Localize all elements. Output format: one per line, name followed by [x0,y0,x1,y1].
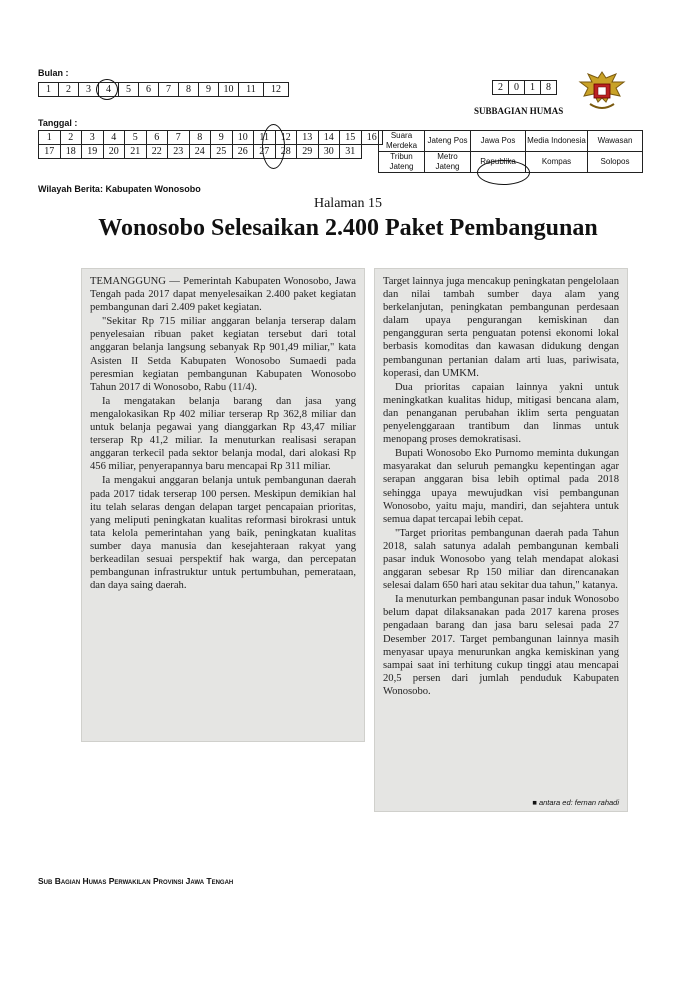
date-cell: 10 [232,131,254,145]
month-cell: 10 [219,83,239,97]
media-cell: Metro Jateng [425,152,471,173]
month-cell: 2 [59,83,79,97]
date-cell: 26 [232,145,254,159]
article-paragraph: Target lainnya juga mencakup peningkatan pengelolaan dan nilai tambah sumber daya alam yang berkelanjutan, peningkatan pembangunan perdesaan dalam upaya pengurangan kemiskinan dan pengangguran serta penguatan potensi ekonomi lokal berbasis komoditas dan kawasan didukung dengan pembangunan pertanian dalam arti luas, pariwisata, koperasi, dan UMKM. [383,276,619,379]
page-number: Halaman 15 [313,196,383,211]
month-cell: 6 [139,83,159,97]
clipping-left [81,268,365,742]
date-cell: 24 [189,145,211,159]
media-cell: Wawasan [588,131,643,152]
media-cell: Media Indonesia [526,131,588,152]
date-cell: 12 [275,131,297,145]
date-cell: 28 [275,145,297,159]
article-paragraph: Ia menuturkan pembangunan pasar induk Wonosobo belum dapat dilaksanakan pada 2017 karena proses pengadaan barang dan jasa baru selesai pada 27 Desember 2017. Target pembangunan lainnya masih menyasar upaya menurunkan angka kemiskinan yang sampai saat ini terhitung cukup tinggi atau mencapai 20,5 persen dari jumlah penduduk Kabupaten Wonosobo. [383,594,619,697]
date-cell: 8 [189,131,211,145]
year-digit: 1 [525,81,541,95]
year-digit: 0 [509,81,525,95]
date-cell: 14 [318,131,340,145]
bulan-label: Bulan : [38,68,69,78]
date-cell: 21 [125,145,147,159]
article-paragraph: Ia mengatakan belanja barang dan jasa yang mengalokasikan Rp 402 miliar terserap Rp 362,8 miliar dan untuk belanja pegawai yang dianggarkan Rp 43,47 miliar terserap Rp 41,2 miliar. Ia menuturkan realisasi serapan anggaran terkecil pada sektor belanja modal, dari alokasi Rp 456 miliar, penyerapannya baru mencapai Rp 311 miliar. [90,395,356,473]
wilayah-berita: Wilayah Berita: Kabupaten Wonosobo [38,184,201,194]
article-title: Wonosobo Selesaikan 2.400 Paket Pembangunan [98,215,598,241]
date-cell: 23 [168,145,190,159]
media-cell: Jawa Pos [471,131,526,152]
tanggal-label: Tanggal : [38,118,78,128]
date-cell: 29 [297,145,319,159]
date-cell: 5 [125,131,147,145]
date-cell: 9 [211,131,233,145]
month-grid [38,82,289,97]
media-table [378,130,643,173]
article-paragraph: Dua prioritas capaian lainnya yakni untuk meningkatkan kualitas hidup, mitigasi bencana alam, dan penanganan perubahan iklim serta penguatan penyelenggaraan trantibum dan linmas untuk menopang proses demokratisasi. [383,381,619,446]
month-cell: 12 [264,83,289,97]
date-cell: 19 [82,145,104,159]
date-cell: 20 [103,145,125,159]
garuda-emblem-icon [576,68,628,116]
date-cell: 13 [297,131,319,145]
article-paragraph: Bupati Wonosobo Eko Purnomo meminta dukungan masyarakat dan seluruh pemangku kepentingan agar serapan anggaran bisa lebih optimal pada 2018 sehingga upaya mewujudkan visi pembangunan Wonosobo, yaitu maju, mandiri, dan sejahtera untuk semua dapat tercapai lebih cepat. [383,448,619,525]
article-column-left [82,269,364,599]
date-cell: 27 [254,145,276,159]
media-cell: Solopos [588,152,643,173]
date-cell: 25 [211,145,233,159]
month-cell: 5 [119,83,139,97]
date-grid [38,130,383,159]
date-cell: 31 [340,145,362,159]
date-cell: 17 [39,145,61,159]
article-paragraph: "Target prioritas pembangunan daerah pada Tahun 2018, salah satunya adalah pembangunan kembali pasar induk Wonosobo yang telah mendapat alokasi anggaran sebesar Rp 150 miliar dan direncanakan selesai dalam 650 hari atau sekitar dua tahun," katanya. [383,527,619,592]
date-cell: 2 [60,131,82,145]
article-paragraph: Ia mengakui anggaran belanja untuk pembangunan daerah pada 2017 tidak terserap 100 persen. Meskipun demikian hal itu telah selaras dengan delapan target pencapaian prioritas, yang meliputi peningkatan kualitas reformasi birokrasi untuk tata kelola pemerintahan yang baik, peningkatan kualitas sumber daya manusia dan kesejahteraan rakyat yang berkeadilan sesuai perspektif hak warga, dan percepatan pembangunan infrastruktur untuk pertumbuhan, pemerataan, dan daya saing daerah. [90,475,356,592]
media-cell: Kompas [526,152,588,173]
month-cell: 11 [239,83,264,97]
byline: ■ antara ed: fernan rahadi [532,798,619,807]
date-cell: 15 [340,131,362,145]
date-cell: 22 [146,145,168,159]
month-cell: 7 [159,83,179,97]
date-cell: 3 [82,131,104,145]
media-cell: Tribun Jateng [379,152,425,173]
date-cell: 30 [318,145,340,159]
date-cell: 7 [168,131,190,145]
footer-text: Sub Bagian Humas Perwakilan Provinsi Jawa Tengah [38,876,234,886]
date-cell: 11 [254,131,276,145]
month-cell: 3 [79,83,99,97]
month-cell: 8 [179,83,199,97]
article-paragraph: "Sekitar Rp 715 miliar anggaran belanja terserap dalam penyelesaian ribuan paket kegiatan tersebut dari total anggaran belanja langsung sebanyak Rp 901,49 miliar," kata Asisten II Setda Kabupaten Wonosobo Sumaedi pada peresmian kegiatan pembangunan Kabupaten Wonosobo Tahun 2017 di Wonosobo, Rabu (11/4). [90,316,356,393]
year-digit: 8 [541,81,557,95]
date-cell: 18 [60,145,82,159]
year-digit: 2 [493,81,509,95]
month-cell: 1 [39,83,59,97]
date-cell: 4 [103,131,125,145]
media-cell: Jateng Pos [425,131,471,152]
media-cell: Republika [471,152,526,173]
clipping-right [374,268,628,812]
date-cell: 6 [146,131,168,145]
article-paragraph: TEMANGGUNG — Pemerintah Kabupaten Wonosobo, Jawa Tengah pada 2017 dapat menyelesaikan 2.400 paket kegiatan pembangunan dari 2.409 paket kegiatan. [90,276,356,314]
byline-text: antara ed: fernan rahadi [538,798,619,807]
year-box [492,80,557,95]
article-column-right [375,269,627,705]
month-cell: 9 [199,83,219,97]
subbagian-label: SUBBAGIAN HUMAS [474,106,564,116]
date-cell: 16 [361,131,383,145]
media-cell: Suara Merdeka [379,131,425,152]
month-cell: 4 [99,83,119,97]
date-cell: 1 [39,131,61,145]
